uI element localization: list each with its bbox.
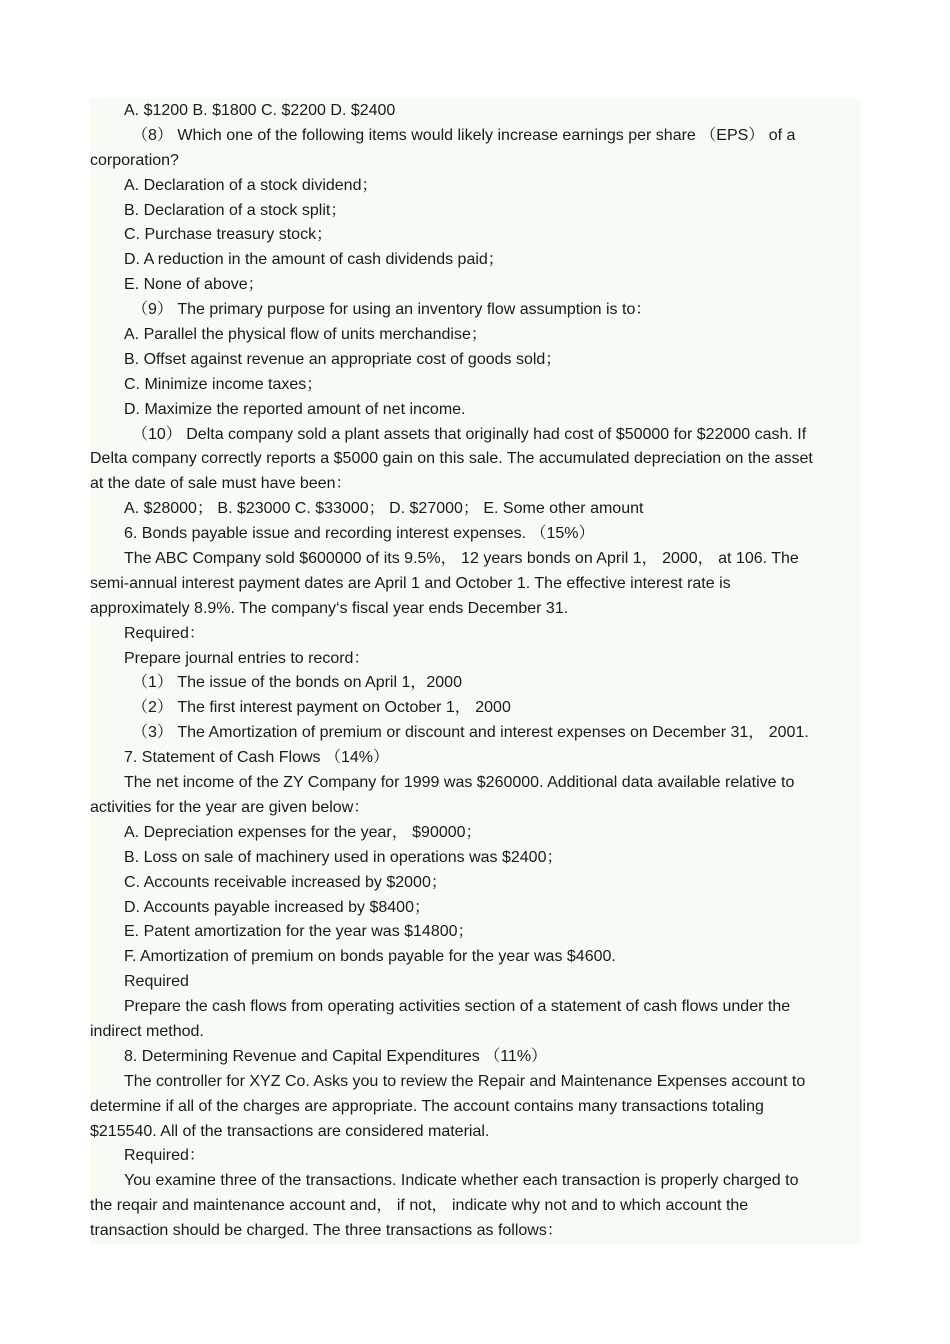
text-line: at the date of sale must have been： — [90, 475, 352, 493]
text-line: A. Declaration of a stock dividend； — [124, 176, 378, 194]
text-line: Delta company correctly reports a $5000 gain on this sale. The accumulated depreciation on the asset — [90, 450, 813, 468]
text-line: C. Accounts receivable increased by $2000； — [124, 873, 447, 891]
text-line: 7. Statement of Cash Flows （14%） — [124, 749, 390, 767]
text-line: A. $28000； B. $23000 C. $33000； D. $27000； E. Some other amount — [124, 500, 644, 518]
text-line: D. Accounts payable increased by $8400； — [124, 898, 430, 916]
text-line: D. Maximize the reported amount of net income. — [124, 400, 466, 418]
text-line: A. Depreciation expenses for the year， $90000； — [124, 823, 482, 841]
text-line: 8. Determining Revenue and Capital Expenditures （11%） — [124, 1047, 548, 1065]
text-line: （3） The Amortization of premium or discount and interest expenses on December 31， 2001. — [132, 724, 809, 742]
text-line: C. Minimize income taxes； — [124, 375, 323, 393]
text-line: Required — [124, 973, 189, 991]
text-line: C. Purchase treasury stock； — [124, 226, 333, 244]
text-line: D. A reduction in the amount of cash dividends paid； — [124, 251, 504, 269]
text-line: The net income of the ZY Company for 1999 was $260000. Additional data available relative to — [124, 774, 795, 792]
text-line: transaction should be charged. The three transactions as follows： — [90, 1222, 563, 1240]
text-line: （10） Delta company sold a plant assets that originally had cost of $50000 for $22000 cash. If — [132, 425, 807, 443]
text-line: activities for the year are given below： — [90, 798, 370, 816]
text-line: Prepare the cash flows from operating activities section of a statement of cash flows under the — [124, 998, 791, 1016]
text-line: Required： — [124, 624, 205, 642]
text-line: F. Amortization of premium on bonds payable for the year was $4600. — [124, 948, 616, 966]
text-line: （9） The primary purpose for using an inventory flow assumption is to： — [132, 301, 652, 319]
text-line: 6. Bonds payable issue and recording interest expenses. （15%） — [124, 525, 595, 543]
text-line: B. Loss on sale of machinery used in operations was $2400； — [124, 848, 563, 866]
text-line: approximately 8.9%. The company‘s fiscal year ends December 31. — [90, 599, 569, 617]
text-line: The controller for XYZ Co. Asks you to review the Repair and Maintenance Expenses account to — [124, 1072, 806, 1090]
text-line: determine if all of the charges are appropriate. The account contains many transactions totaling — [90, 1097, 764, 1115]
text-line: The ABC Company sold $600000 of its 9.5%， 12 years bonds on April 1， 2000， at 106. The — [124, 550, 799, 568]
text-line: Required： — [124, 1147, 205, 1165]
text-line: （2） The first interest payment on October 1， 2000 — [132, 699, 511, 717]
text-line: A. Parallel the physical flow of units merchandise； — [124, 326, 487, 344]
text-line: （8） Which one of the following items would likely increase earnings per share （EPS） of a — [132, 126, 796, 144]
document-body — [90, 99, 860, 1244]
text-line: B. Declaration of a stock split； — [124, 201, 347, 219]
text-line: （1） The issue of the bonds on April 1，2000 — [132, 674, 462, 692]
text-line: $215540. All of the transactions are considered material. — [90, 1122, 490, 1140]
text-line: Prepare journal entries to record： — [124, 649, 370, 667]
text-line: A. $1200 B. $1800 C. $2200 D. $2400 — [124, 102, 396, 119]
text-line: corporation? — [90, 151, 179, 169]
text-line: E. None of above； — [124, 276, 264, 294]
text-line: semi-annual interest payment dates are April 1 and October 1. The effective interest rate is — [90, 574, 731, 592]
text-line: the reqair and maintenance account and， if not， indicate why not and to which account the — [90, 1197, 749, 1215]
text-line: B. Offset against revenue an appropriate cost of goods sold； — [124, 350, 562, 368]
text-line: You examine three of the transactions. Indicate whether each transaction is properly charged to — [124, 1172, 799, 1190]
text-line: E. Patent amortization for the year was $14800； — [124, 923, 474, 941]
text-line: indirect method. — [90, 1022, 204, 1040]
